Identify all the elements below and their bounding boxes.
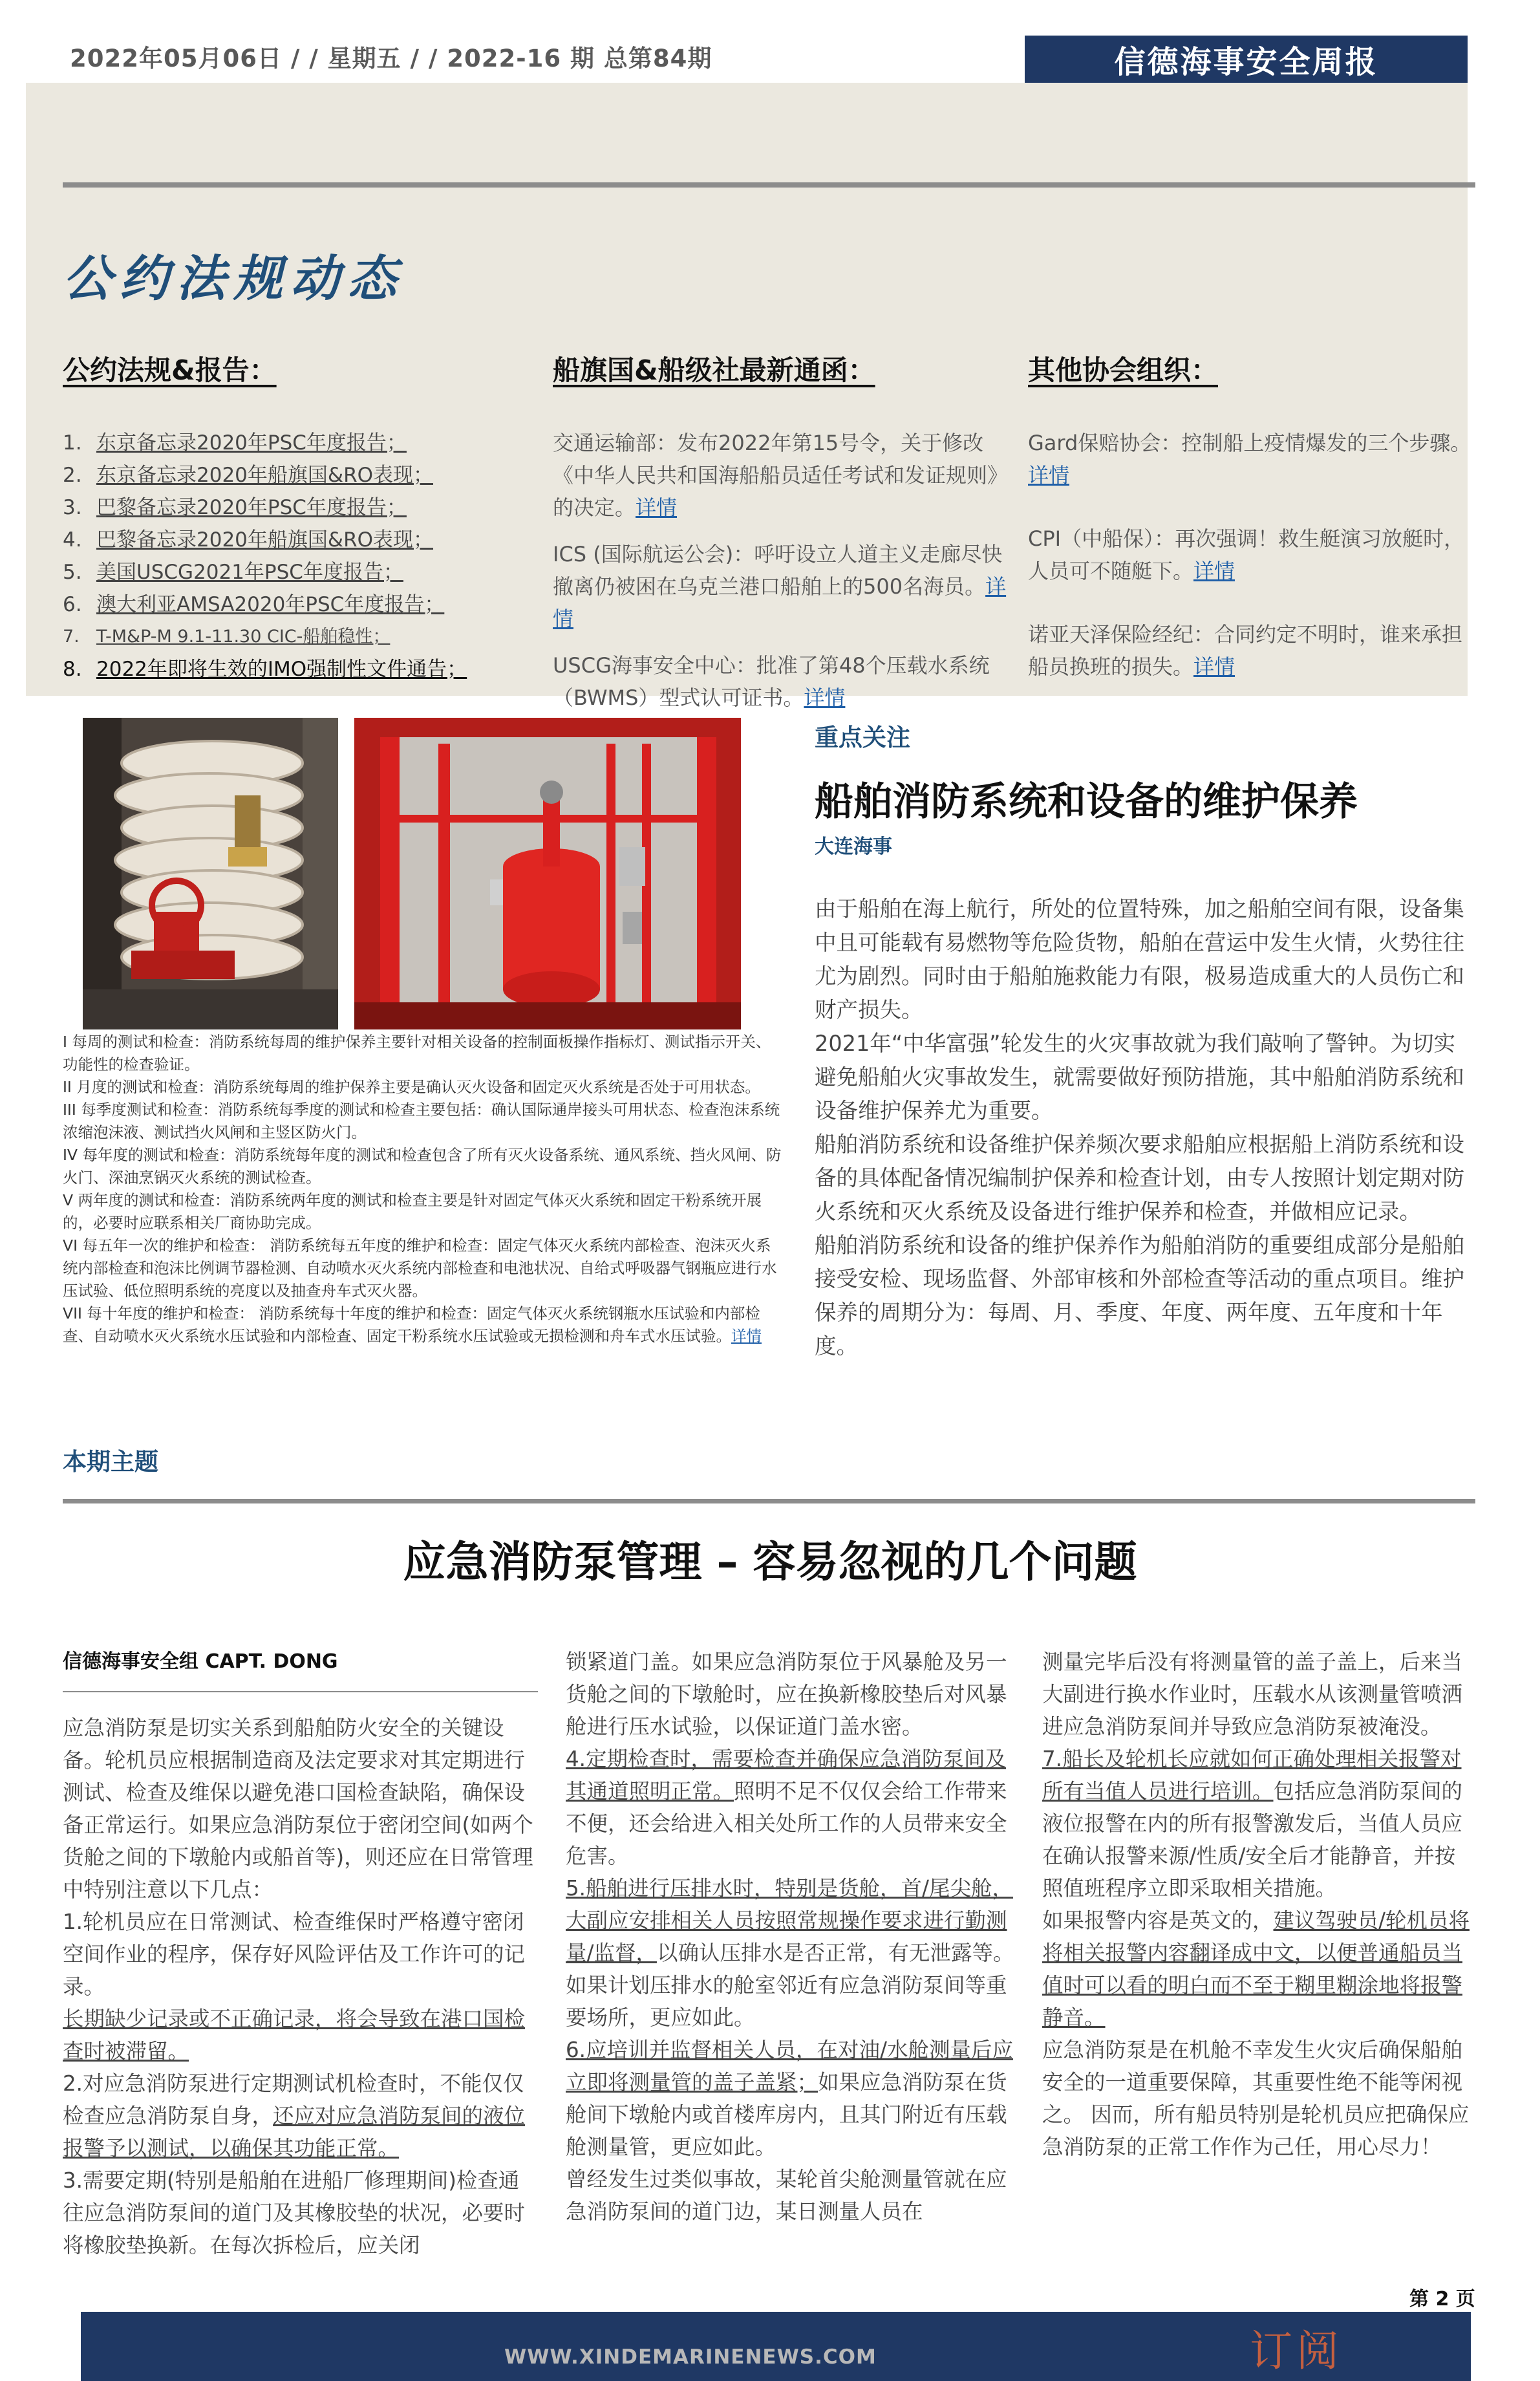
maintenance-paragraph: VI 每五年一次的维护和检查： 消防系统每五年度的维护和检查：固定气体灭火系统内部检查、泡沫灭火系统内部检查和泡沫比例调节器检测、自动喷水灭火系统内部检查和电池状况、自给式呼吸器气钢瓶应进行水压试验、低位照明系统的亮度以及抽查舟车式灭火器。 (63, 1236, 777, 1300)
report-link[interactable]: 美国USCG2021年PSC年度报告； (96, 561, 403, 584)
conventions-list (63, 427, 528, 685)
article-paragraph: 1.轮机员应在日常测试、检查维保时严格遵守密闭空间作业的程序，保存好风险评估及工作许可的记录。 (63, 1910, 526, 1999)
list-item[interactable]: 2. 东京备忘录2020年船旗国&RO表现； (63, 459, 528, 491)
report-link[interactable]: 巴黎备忘录2020年PSC年度报告； (96, 496, 407, 519)
details-link[interactable]: 详情 (636, 495, 678, 520)
maintenance-schedule-text (63, 1031, 784, 1348)
theme-article-title: 应急消防泵管理 – 容易忽视的几个问题 (403, 1537, 1137, 1587)
details-link[interactable]: 详情 (804, 685, 846, 710)
news-item: 交通运输部：发布2022年第15号令，关于修改《中华人民共和国海船船员适任考试和发证规则》的决定。详情 (553, 431, 1009, 520)
article-paragraph: 3.需要定期(特别是船舶在进船厂修理期间)检查通往应急消防泵间的道门及其橡胶垫的状况，必要时将橡胶垫换新。在每次拆检后，应关闭 (63, 2168, 526, 2257)
issue-date-line: 2022年05月06日 / / 星期五 / / 2022-16 期 总第84期 (70, 45, 712, 72)
focus-tag: 重点关注 (815, 724, 910, 751)
article-paragraph: 曾经发生过类似事故，某轮首尖舱测量管就在应急消防泵间的道门边，某日测量人员在 (566, 2167, 1007, 2224)
details-link[interactable]: 详情 (1193, 654, 1235, 679)
other-orgs-column (1028, 349, 1481, 714)
divider-rule (63, 182, 1475, 188)
maintenance-paragraph: I 每周的测试和检查：消防系统每周的维护保养主要针对相关设备的控制面板操作指标灯、测试指示开关、功能性的检查验证。 (63, 1033, 771, 1073)
focus-article-body (815, 892, 1471, 1363)
list-item[interactable]: 7. T-M&P-M 9.1-11.30 CIC-船舶稳性； (63, 621, 528, 653)
focus-article-title: 船舶消防系统和设备的维护保养 (815, 779, 1358, 824)
divider-rule (63, 1499, 1475, 1503)
details-link[interactable]: 详情 (731, 1327, 762, 1345)
news-item: CPI（中船保）：再次强调！救生艇演习放艇时，人员可不随艇下。详情 (1028, 526, 1465, 583)
page-number: 第 2 页 (1409, 2288, 1475, 2311)
report-link[interactable]: 东京备忘录2020年船旗国&RO表现； (96, 464, 434, 487)
theme-tag: 本期主题 (63, 1448, 158, 1476)
maintenance-paragraph: VII 每十年度的维护和检查： 消防系统每十年度的维护和检查：固定气体灭火系统钢瓶水压试验和内部检查、自动喷水灭火系统水压试验和内部检查、固定干粉系统水压试验或无损检测和舟车式水压试验。详情 (63, 1304, 762, 1345)
flag-news-heading: 船旗国&船级社最新通函： (553, 354, 875, 386)
theme-column-2 (566, 1646, 1018, 2228)
news-item: 诺亚天泽保险经纪：合同约定不明时，谁来承担船员换班的损失。详情 (1028, 622, 1463, 679)
article-paragraph: 2.对应急消防泵进行定期测试机检查时，不能仅仅检查应急消防泵自身，还应对应急消防泵间的液位报警予以测试，以确保其功能正常。 (63, 2071, 526, 2160)
maintenance-paragraph: IV 每年度的测试和检查：消防系统每年度的测试和检查包含了所有灭火设备系统、通风系统、挡火风闸、防火门、深油烹锅灭火系统的测试检查。 (63, 1146, 782, 1187)
article-paragraph: 测量完毕后没有将测量管的盖子盖上，后来当大副进行换水作业时，压载水从该测量管喷洒进应急消防泵间并导致应急消防泵被淹没。 (1042, 1650, 1463, 1739)
article-paragraph: 锁紧道门盖。如果应急消防泵位于风暴舱及另一货舱之间的下墩舱时，应在换新橡胶垫后对风暴舱进行压水试验，以保证道门盖水密。 (566, 1650, 1007, 1739)
focus-article-source: 大连海事 (815, 835, 892, 858)
other-orgs-heading: 其他协会组织： (1028, 354, 1219, 386)
maintenance-paragraph: V 两年度的测试和检查：消防系统两年度的测试和检查主要是针对固定气体灭火系统和固定干粉系统开展的，必要时应联系相关厂商协助完成。 (63, 1191, 762, 1232)
list-item[interactable]: 1. 东京备忘录2020年PSC年度报告； (63, 427, 528, 459)
article-paragraph: 船舶消防系统和设备维护保养频次要求船舶应根据船上消防系统和设备的具体配备情况编制护保养和检查计划，由专人按照计划定期对防火系统和灭火系统及设备进行维护保养和检查，并做相应记录。 (815, 1132, 1464, 1224)
list-item[interactable]: 6. 澳大利亚AMSA2020年PSC年度报告； (63, 588, 528, 621)
report-link[interactable]: 东京备忘录2020年PSC年度报告； (96, 431, 407, 455)
list-item[interactable]: 4. 巴黎备忘录2020年船旗国&RO表现； (63, 524, 528, 556)
conventions-heading: 公约法规&报告： (63, 354, 277, 386)
article-paragraph: 4.定期检查时，需要检查并确保应急消防泵间及其通道照明正常。照明不足不仅仅会给工作带来不便，还会给进入相关处所工作的人员带来安全危害。 (566, 1747, 1007, 1868)
news-item: ICS (国际航运公会)：呼吁设立人道主义走廊尽快撤离仍被困在乌克兰港口船舶上的500名海员。详情 (553, 542, 1007, 631)
report-link[interactable]: T-M&P-M 9.1-11.30 CIC-船舶稳性； (96, 627, 390, 647)
newsletter-brand[interactable]: 信德海事安全周报 (1025, 36, 1468, 83)
theme-column-1 (63, 1646, 538, 2261)
news-item: USCG海事安全中心：批准了第48个压载水系统（BWMS）型式认可证书。详情 (553, 653, 990, 710)
website-link[interactable]: WWW.XINDEMARINENEWS.COM (504, 2345, 877, 2369)
article-paragraph: 由于船舶在海上航行，所处的位置特殊，加之船舶空间有限，设备集中且可能载有易燃物等危险货物，船舶在营运中发生火情，火势往往尤为剧烈。同时由于船舶施救能力有限，极易造成重大的人员伤亡和财产损失。 (815, 896, 1464, 1022)
article-paragraph: 船舶消防系统和设备的维护保养作为船舶消防的重要组成部分是船舶接受安检、现场监督、外部审核和外部检查等活动的重点项目。维护保养的周期分为：每周、月、季度、年度、两年度、五年度和十年度。 (815, 1233, 1464, 1359)
article-paragraph: 如果报警内容是英文的，建议驾驶员/轮机员将将相关报警内容翻译成中文，以便普通船员当值时可以看的明白而不至于糊里糊涂地将报警静音。 (1042, 1908, 1470, 2030)
report-link[interactable]: 澳大利亚AMSA2020年PSC年度报告； (96, 593, 445, 616)
section-title: 公约法规动态 (63, 250, 404, 307)
article-paragraph: 应急消防泵是切实关系到船舶防火安全的关键设备。轮机员应根据制造商及法定要求对其定期进行测试、检查及维保以避免港口国检查缺陷，确保设备正常运行。如果应急消防泵位于密闭空间(如两个货舱之间的下墩舱内或船首等)，则还应在日常管理中特别注意以下几点： (63, 1716, 533, 1902)
maintenance-paragraph: II 月度的测试和检查：消防系统每周的维护保养主要是确认灭火设备和固定灭火系统是否处于可用状态。 (63, 1078, 760, 1096)
list-item[interactable]: 3. 巴黎备忘录2020年PSC年度报告； (63, 491, 528, 524)
article-paragraph: 长期缺少记录或不正确记录，将会导致在港口国检查时被滞留。 (63, 2007, 526, 2063)
fire-system-cabinet-photo (354, 718, 741, 1029)
article-paragraph: 2021年“中华富强”轮发生的火灾事故就为我们敲响了警钟。为切实避免船舶火灾事故发生，就需要做好预防措施，其中船舶消防系统和设备维护保养尤为重要。 (815, 1031, 1464, 1123)
subscribe-button[interactable]: 订阅 (1250, 2326, 1343, 2376)
details-link[interactable]: 详情 (1028, 463, 1070, 488)
article-paragraph: 7.船长及轮机长应就如何正确处理相关报警对所有当值人员进行培训。包括应急消防泵间的液位报警在内的所有报警激发后，当值人员应在确认报警来源/性质/安全后才能静音，并按照值班程序立即采取相关措施。 (1042, 1747, 1463, 1901)
list-item[interactable]: 8. 2022年即将生效的IMO强制性文件通告； (63, 653, 528, 685)
page-header (0, 0, 1540, 83)
conventions-column (63, 349, 528, 685)
news-item: Gard保赔协会：控制船上疫情爆发的三个步骤。详情 (1028, 431, 1471, 488)
maintenance-paragraph: III 每季度测试和检查：消防系统每季度的测试和检查主要包括：确认国际通岸接头可用状态、检查泡沫系统浓缩泡沫液、测试挡火风闸和主竖区防火门。 (63, 1101, 780, 1141)
article-paragraph: 应急消防泵是在机舱不幸发生火灾后确保船舶安全的一道重要保障，其重要性绝不能等闲视之。 因而，所有船员特别是轮机员应把确保应急消防泵的正常工作作为己任，用心尽力！ (1042, 2038, 1470, 2159)
flag-news-column (553, 349, 1018, 728)
theme-column-3 (1042, 1646, 1475, 2163)
list-item[interactable]: 5. 美国USCG2021年PSC年度报告； (63, 556, 528, 588)
report-link[interactable]: 2022年即将生效的IMO强制性文件通告； (96, 658, 467, 681)
report-link[interactable]: 巴黎备忘录2020年船旗国&RO表现； (96, 528, 434, 552)
details-link[interactable]: 详情 (1193, 559, 1235, 583)
details-link[interactable]: 详情 (553, 574, 1007, 631)
fire-hose-photo (83, 718, 338, 1029)
article-paragraph: 6.应培训并监督相关人员，在对油/水舱测量后应立即将测量管的盖子盖紧；如果应急消防泵在货舱间下墩舱内或首楼库房内，且其门附近有压载舱测量管，更应如此。 (566, 2038, 1013, 2159)
article-author: 信德海事安全组 CAPT. DONG (63, 1646, 538, 1692)
article-paragraph: 5.船舶进行压排水时，特别是货舱，首/尾尖舱，大副应安排相关人员按照常规操作要求进行勤测量/监督，以确认压排水是否正常，有无泄露等。如果计划压排水的舱室邻近有应急消防泵间等重要场所，更应如此。 (566, 1876, 1014, 2030)
